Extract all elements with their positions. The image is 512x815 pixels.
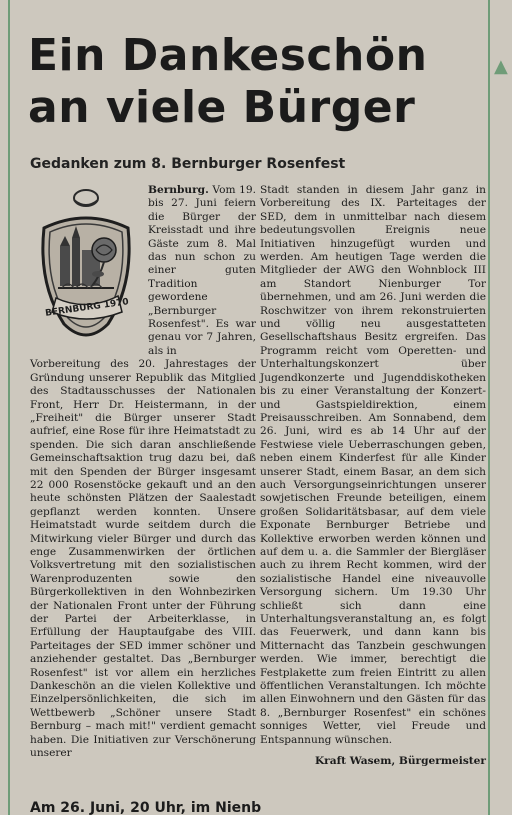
emblem-text: BERNBURG 1970 <box>44 297 130 319</box>
column-2-text: Stadt standen in diesem Jahr ganz in Vorbereitung des IX. Parteitages der SED, dem in unmittelbar nach diesem bedeutungsvollen Ereignis neue Initiativen hinzugefügt wurden und werden. Am heutigen Tage werden die Mitglieder der AWG den Wohnblock III am Standort Nienburger Tor übernehmen, und am 26. Juni werden die Roschwitzer von ihrem rekonstruierten und völlig neu ausgestatteten Gesellschaftshaus Besitz ergreifen. Das Programm reicht vom Operetten- und Unterhaltungskonzert über Jugendkonzerte und Jugenddiskotheken bis zu einer Veranstaltung der Konzert- und Gastspieldirektion, einem Preisausschreiben. Am Sonnabend, dem 26. Juni, wird es ab 14 Uhr auf der Festwiese viele Ueberraschungen geben, neben einem Kinderfest für alle Kinder unserer Stadt, einem Basar, an dem sich auch Versorgungseinrichtungen unserer sowjetischen Freunde beteiligen, einem großen Solidaritätsbasar, auf dem viele Exponate Bernburger Betriebe und Kollektive erworben werden können und auf dem u. a. die Sammler der Biergläser auch zu ihrem Recht kommen, wird der sozialistische Handel eine niveauvolle Versorgung sichern. Um 19.30 Uhr schließt sich dann eine Unterhaltungsveranstaltung an, es folgt das Feuerwerk, und dann kann bis Mitternacht das Tanzbein geschwungen werden. Wie immer, berechtigt die Festplakette zum freien Eintritt zu allen öffentlichen Veranstaltungen. Ich möchte allen Einwohnern und den Gästen für das 8. „Bernburger Rosenfest" ein schönes sonniges Wetter, viel Freude und Entspannung wünschen. <box>260 184 486 746</box>
arrow-icon: ▲ <box>494 56 508 77</box>
column-1-text: Vorbereitung des 20. Jahrestages der Gründung unserer Republik das Mitglied des Stadtausschusses der Nationalen Front, Herr Dr. Heistermann, in der „Freiheit" die Bürger unserer Stadt aufrief, eine Rose für ihre Heimatstadt zu spenden. Die sich daran anschließende Gemeinschaftsaktion trug dazu bei, daß mit den Spenden der Bürger insgesamt 22 000 Rosenstöcke gekauft und an den heute schönsten Plätzen der Saalestadt gepflanzt werden konnten. Unsere Heimatstadt wurde seitdem durch die Mitwirkung vieler Bürger und durch das enge Zusammenwirken der örtlichen Volksvertretung mit den sozialistischen Warenproduzenten sowie den Bürgerkollektiven in den Wohnbezirken der Nationalen Front unter der Führung der Partei der Arbeiterklasse, in Erfüllung der Hauptaufgabe des VIII. Parteitages der SED immer schöner und anziehender gestaltet. Das „Bernburger Rosenfest" ist vor allem ein herzliches Dankeschön an die vielen Kollektive und Einzelpersönlichkeiten, die sich im Wettbewerb „Schöner unsere Stadt Bernburg – mach mit!" verdient gemacht haben. Die Initiativen zur Verschönerung unserer <box>30 358 256 760</box>
headline-line-2: an viele Bürger <box>28 82 416 133</box>
signature: Kraft Wasem, Bürgermeister <box>314 755 486 768</box>
headline <box>28 30 468 134</box>
left-margin-rule <box>8 0 10 815</box>
column-1 <box>30 184 256 760</box>
lead-text: Vom 19. bis 27. Juni feiern die Bürger der Kreisstadt und ihre Gäste zum 8. Mal das nun schon zu einer guten Tradition gewordene „Bernburger Rosenfest". Es war genau vor 7 Jahren, als in <box>148 184 256 357</box>
dateline: Bernburg. <box>148 184 209 196</box>
subheadline: Gedanken zum 8. Bernburger Rosenfest <box>30 156 346 172</box>
article-body <box>30 184 490 774</box>
column-2 <box>260 184 486 768</box>
headline-line-1: Ein Dankeschön <box>28 30 428 81</box>
rose-emblem-icon <box>30 184 142 352</box>
next-article-fragment: Am 26. Juni, 20 Uhr, im Nienb <box>30 800 262 815</box>
